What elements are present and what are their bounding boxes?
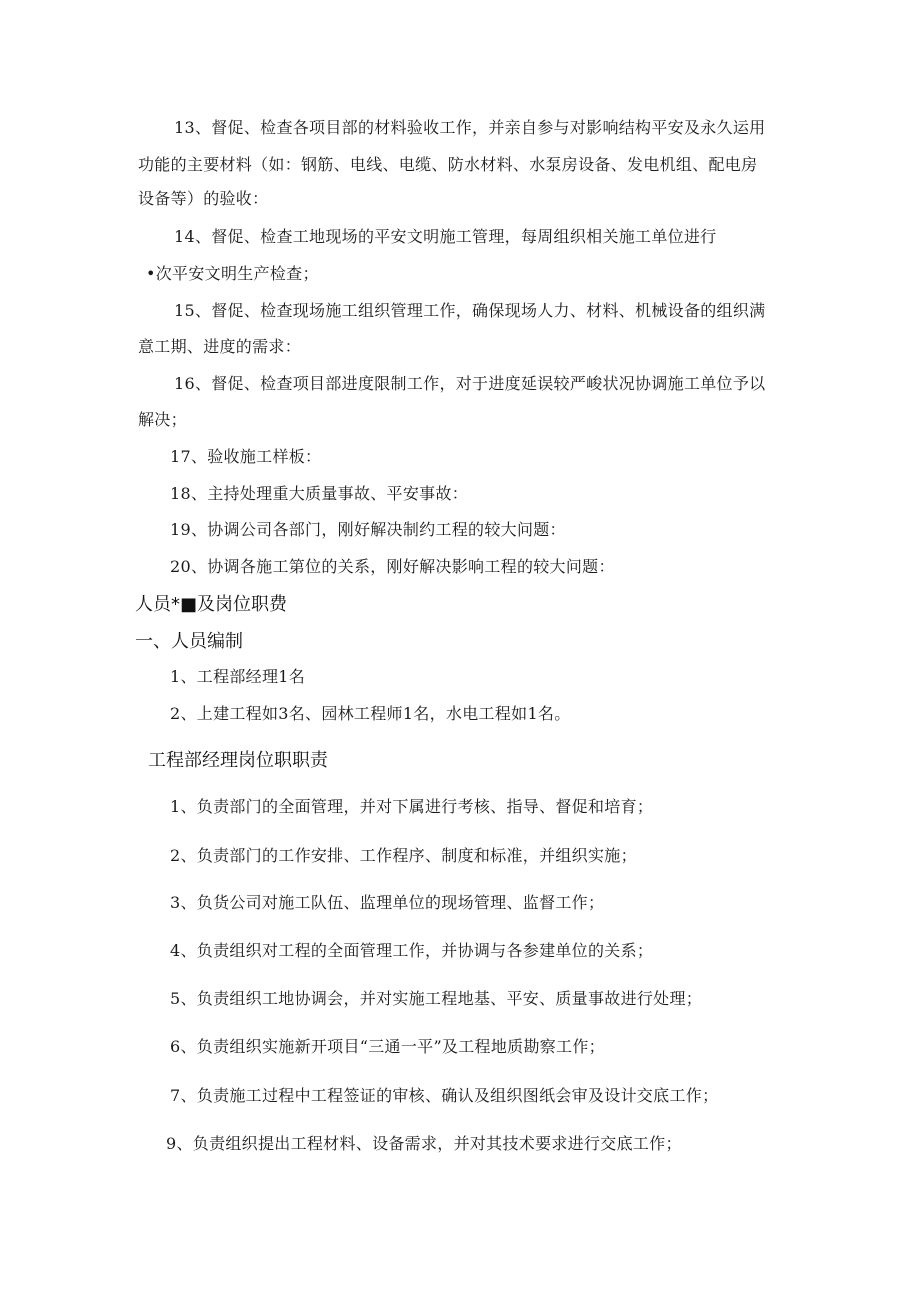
manager-duty-5: 5、负责组织工地协调会，并对实施工程地基、平安、质量事故进行处理； — [170, 989, 703, 1008]
staffing-heading: 一、人员编制 — [135, 631, 243, 652]
manager-duty-4: 4、负责组织对工程的全面管理工作，并协调与各参建单位的关系； — [170, 941, 654, 960]
duty-13-line-1: 13、督促、检查各项目部的材料验收工作，并亲自参与对影响结构平安及永久运用 — [174, 118, 766, 137]
manager-duty-3: 3、负货公司对施工队伍、监理单位的现场管理、监督工作； — [170, 893, 605, 912]
manager-duty-7: 7、负责施工过程中工程签证的审核、确认及组织图纸会审及设计交底工作； — [170, 1086, 719, 1105]
duty-14-line-1: 14、督促、检查工地现场的平安文明施工管理，每周组织相关施工单位进行 — [174, 227, 717, 246]
duty-14-line-2: •次平安文明生产检查； — [146, 264, 319, 283]
duty-16-line-1: 16、督促、检查项目部进度限制工作，对于进度延误较严峻状况协调施工单位予以 — [174, 374, 766, 393]
manager-duty-1: 1、负责部门的全面管理，并对下属进行考核、指导、督促和培育； — [170, 797, 654, 816]
manager-duty-2: 2、负责部门的工作安排、工作程序、制度和标准，并组织实施； — [170, 846, 637, 865]
manager-duty-9: 9、负责组织提出工程材料、设备需求，并对其技术要求进行交底工作； — [166, 1134, 682, 1153]
duty-13-line-3: 设备等）的验收： — [138, 189, 269, 208]
duty-20: 20、协调各施工第位的关系，刚好解决影响工程的较大问题： — [170, 557, 615, 576]
manager-duty-6: 6、负责组织实施新开项目“三通一平”及工程地质勘察工作； — [170, 1037, 605, 1056]
duty-13-line-2: 功能的主要材料（如：钢筋、电线、电缆、防水材料、水泵房设备、发电机组、配电房 — [138, 155, 758, 174]
duty-18: 18、主持处理重大质量事故、平安事故： — [170, 484, 469, 503]
manager-duties-heading: 工程部经理岗位职职责 — [148, 750, 328, 771]
duty-17: 17、验收施工样板： — [170, 447, 322, 466]
duty-19: 19、协调公司各部门，刚好解决制约工程的较大问题： — [170, 520, 566, 539]
staffing-item-1: 1、工程部经理1名 — [170, 667, 306, 686]
duty-15-line-2: 意工期、进度的需求： — [138, 337, 302, 356]
section-title: 人员*■及岗位职费 — [135, 594, 288, 615]
duty-16-line-2: 解决； — [138, 410, 187, 429]
duty-15-line-1: 15、督促、检查现场施工组织管理工作，确保现场人力、材料、机械设备的组织满 — [174, 301, 766, 320]
staffing-item-2: 2、上建工程如3名、园林工程师1名，水电工程如1名。 — [170, 704, 571, 723]
